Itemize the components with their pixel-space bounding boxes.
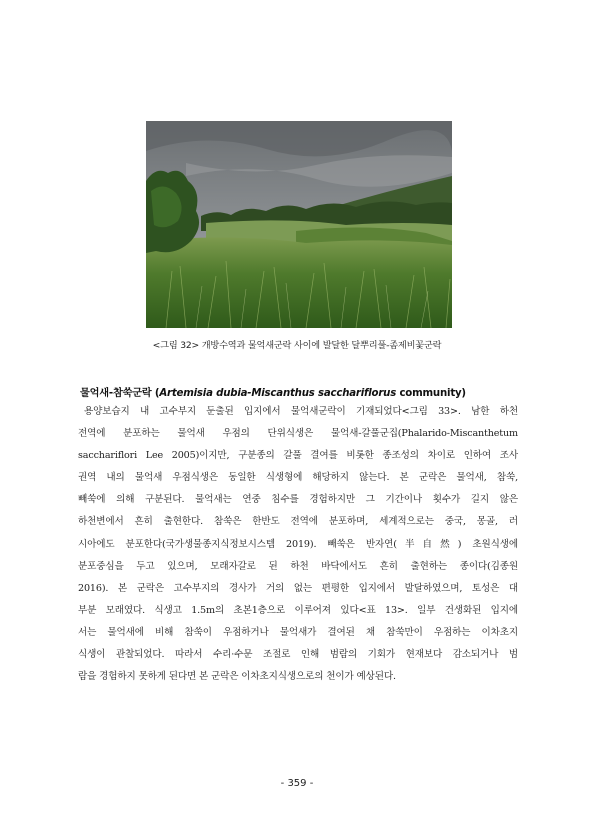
body-line: 식생이 관찰되었다. 따라서 수리·수문 조절로 인해 범람의 기회가 현재보다 감소되거나 범 <box>78 649 518 661</box>
heading-korean: 물억새-참쑥군락 ( <box>80 388 160 399</box>
heading-tail: community) <box>396 388 466 399</box>
body-line: 분포중심을 두고 있으며, 모래자갈로 된 하천 바닥에서도 흔히 출현하는 종이다(김종원 <box>78 560 518 572</box>
body-line: 전역에 분포하는 물억새 우점의 단위식생은 물억새-갈풀군집(Phalarido-Miscanthetum <box>78 428 518 440</box>
section-heading <box>80 384 520 399</box>
body-line: 용양보습지 내 고수부지 둔출된 입지에서 물억새군락이 기재되었다<그림 33>. 남한 하천 <box>84 406 518 417</box>
body-line: 권역 내의 물억새 우점식생은 동일한 식생형에 해당하지 않는다. 본 군락은 물억새, 참쑥, <box>78 472 518 484</box>
heading-scientific-name: Artemisia dubia-Miscanthus sacchariflorus <box>159 388 397 399</box>
wetland-photo <box>146 121 452 328</box>
body-line: sacchariflori Lee 2005)이지만, 구분종의 갈풀 결여를 비롯한 종조성의 차이로 인하여 조사 <box>78 450 518 462</box>
body-line: 빼쑥에 의해 구분된다. 물억새는 연중 침수를 경험하지만 그 기간이나 횟수가 길지 않은 <box>78 494 518 506</box>
body-line: 시아에도 분포한다(국가생물종지식정보시스템 2019). 빼쑥은 반자연(半自然) 초원식생에 <box>78 538 518 550</box>
body-line: 람을 경험하지 못하게 된다면 본 군락은 이차초지식생으로의 천이가 예상된다. <box>78 671 396 683</box>
body-line: 하천변에서 흔히 출현한다. 참쑥은 한반도 전역에 분포하며, 세계적으로는 중국, 몽골, 러 <box>78 516 518 528</box>
figure-caption: <그림 32> 개방수역과 물억새군락 사이에 발달한 달뿌리풀-좀제비꽃군락 <box>152 340 442 351</box>
body-line: 부분 모래였다. 식생고 1.5m의 초본1층으로 이루어져 있다<표 13>. 일부 건생화된 입지에 <box>78 604 518 616</box>
page-number: - 359 - <box>280 778 314 789</box>
body-line: 2016). 본 군락은 고수부지의 경사가 거의 없는 편평한 입지에서 발달하였으며, 토성은 대 <box>78 582 518 594</box>
body-paragraph <box>78 401 518 688</box>
body-line: 서는 물억새에 비해 참쑥이 우점하거나 물억새가 결여된 채 참쑥만이 우점하는 이차초지 <box>78 626 518 638</box>
